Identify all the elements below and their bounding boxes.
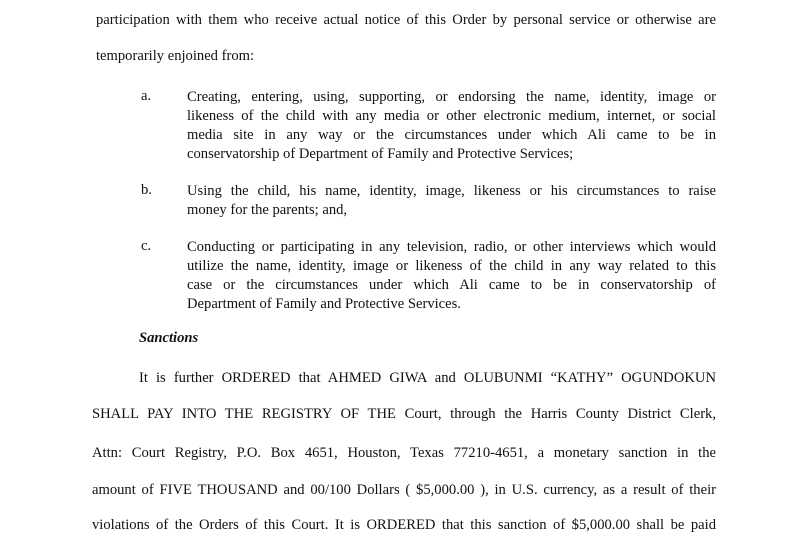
- item-a-line-1: Creating, entering, using, supporting, or endorsing the name, identity, image or: [187, 89, 716, 105]
- item-b-letter: b.: [141, 182, 152, 198]
- item-c-text: [187, 238, 716, 314]
- item-a-line-2: likeness of the child with any media or other electronic medium, internet, or social: [187, 108, 716, 124]
- item-c-letter: c.: [141, 238, 152, 254]
- item-a-text: [187, 88, 716, 164]
- intro-line-1: participation with them who receive actual notice of this Order by personal service or otherwise are: [96, 12, 716, 28]
- item-c-line-4: Department of Family and Protective Services.: [187, 296, 461, 312]
- sanctions-line-1: It is further ORDERED that AHMED GIWA and OLUBUNMI “KATHY” OGUNDOKUN: [139, 370, 716, 386]
- sanctions-line-2: SHALL PAY INTO THE REGISTRY OF THE Court, through the Harris County District Clerk,: [92, 406, 716, 422]
- item-c-line-2: utilize the name, identity, image or likeness of the child in any way related to this: [187, 258, 716, 274]
- sanctions-line-4: amount of FIVE THOUSAND and 00/100 Dollars ( $5,000.00 ), in U.S. currency, as a result of their: [92, 482, 716, 498]
- sanctions-line-5: violations of the Orders of this Court. It is ORDERED that this sanction of $5,000.00 shall be paid: [92, 517, 716, 533]
- sanctions-heading: Sanctions: [139, 330, 199, 346]
- item-c-line-3: case or the circumstances under which Ali came to be in conservatorship of: [187, 277, 716, 293]
- item-a-letter: a.: [141, 88, 152, 104]
- item-a-line-3: media site in any way or the circumstances under which Ali came to be in: [187, 127, 716, 143]
- item-b-line-1: Using the child, his name, identity, image, likeness or his circumstances to raise: [187, 183, 716, 199]
- item-b-line-2: money for the parents; and,: [187, 202, 348, 218]
- sanctions-line-3: Attn: Court Registry, P.O. Box 4651, Houston, Texas 77210-4651, a monetary sanction in the: [92, 445, 716, 461]
- item-c-line-1: Conducting or participating in any television, radio, or other interviews which would: [187, 239, 716, 255]
- intro-line-2: temporarily enjoined from:: [96, 48, 255, 64]
- item-b-text: [187, 182, 716, 220]
- item-a-line-4: conservatorship of Department of Family and Protective Services;: [187, 146, 574, 162]
